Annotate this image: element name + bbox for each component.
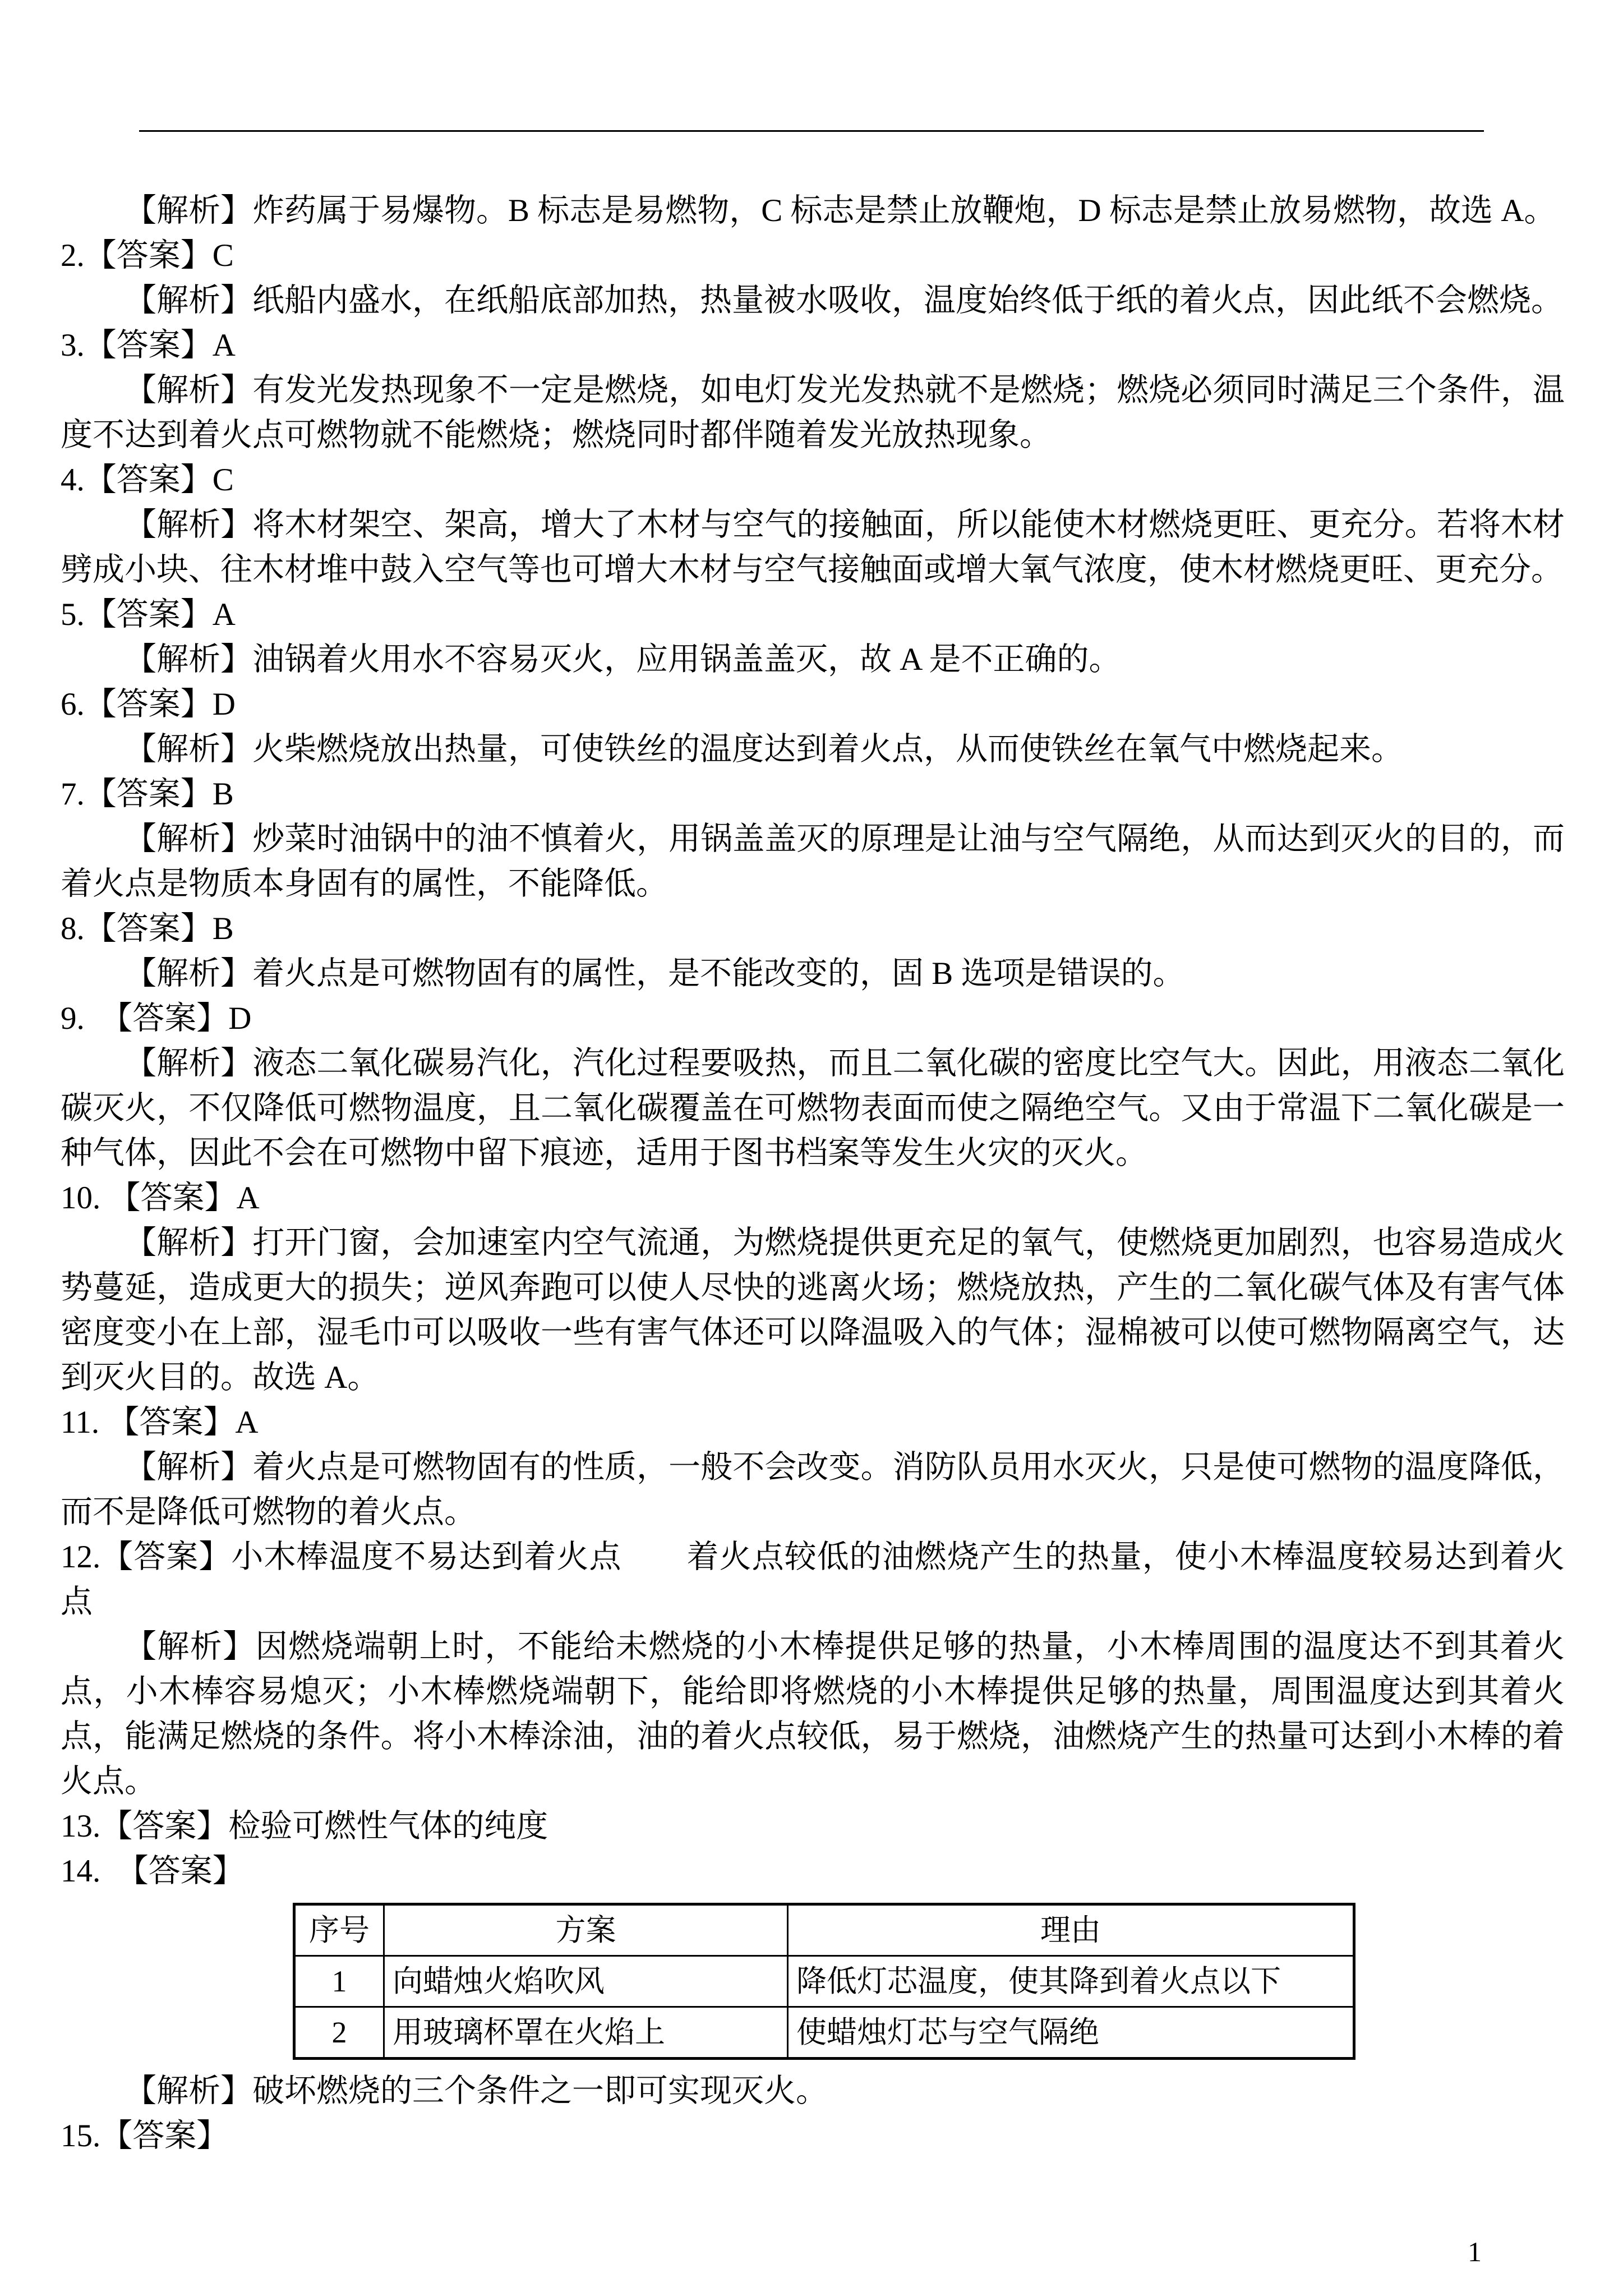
- analysis-paragraph-q8: 【解析】着火点是可燃物固有的属性，是不能改变的，固 B 选项是错误的。: [125, 956, 1185, 991]
- table-header-row: [294, 1904, 1354, 1956]
- table-cell-reason: 降低灯芯温度，使其降到着火点以下: [788, 1956, 1354, 2007]
- answer-line-q3: 3.【答案】A: [61, 328, 236, 363]
- analysis-paragraph-q5: 【解析】油锅着火用水不容易灭火，应用锅盖盖灭，故 A 是不正确的。: [125, 642, 1121, 677]
- analysis-paragraph-q12: 【解析】因燃烧端朝上时，不能给未燃烧的小木棒提供足够的热量，小木棒周围的温度达不到其着火点，小木棒容易熄灭；小木棒燃烧端朝下，能给即将燃烧的小木棒提供足够的热量，周围温度达到其着火点，能满足燃烧的条件。将小木棒涂油，油的着火点较低，易于燃烧，油燃烧产生的热量可达到小木棒的着火点。: [61, 1629, 1565, 1799]
- table-row: [294, 2007, 1354, 2059]
- answer-line-q12: 12.【答案】小木棒温度不易达到着火点 着火点较低的油燃烧产生的热量，使小木棒温度较易达到着火点: [61, 1539, 1565, 1619]
- analysis-paragraph-q1: 【解析】炸药属于易爆物。B 标志是易燃物，C 标志是禁止放鞭炮，D 标志是禁止放易燃物，故选 A。: [125, 193, 1556, 228]
- answer-line-q2: 2.【答案】C: [61, 238, 234, 273]
- table-cell-index: 1: [294, 1956, 384, 2007]
- answer-line-q9: 9. 【答案】D: [61, 1001, 252, 1036]
- table-header-index: 序号: [294, 1904, 384, 1956]
- answer-line-q13: 13.【答案】检验可燃性气体的纯度: [61, 1809, 548, 1844]
- answer-line-q14: 14. 【答案】: [61, 1853, 245, 1889]
- answer-line-q7: 7.【答案】B: [61, 776, 234, 812]
- analysis-paragraph-q14: 【解析】破坏燃烧的三个条件之一即可实现灭火。: [125, 2073, 828, 2109]
- analysis-paragraph-q4: 【解析】将木材架空、架高，增大了木材与空气的接触面，所以能使木材燃烧更旺、更充分。若将木材劈成小块、往木材堆中鼓入空气等也可增大木材与空气接触面或增大氧气浓度，使木材燃烧更旺、更充分。: [61, 507, 1565, 587]
- page-number: 1: [1468, 2236, 1482, 2267]
- table-header-reason: 理由: [788, 1904, 1354, 1956]
- table-header-plan: 方案: [384, 1904, 788, 1956]
- table-cell-index: 2: [294, 2007, 384, 2059]
- table-cell-plan: 向蜡烛火焰吹风: [384, 1956, 788, 2007]
- analysis-paragraph-q9: 【解析】液态二氧化碳易汽化，汽化过程要吸热，而且二氧化碳的密度比空气大。因此，用液态二氧化碳灭火，不仅降低可燃物温度，且二氧化碳覆盖在可燃物表面而使之隔绝空气。又由于常温下二氧化碳是一种气体，因此不会在可燃物中留下痕迹，适用于图书档案等发生火灾的灭火。: [61, 1046, 1565, 1171]
- answer-line-q4: 4.【答案】C: [61, 462, 234, 498]
- analysis-paragraph-q3: 【解析】有发光发热现象不一定是燃烧，如电灯发光发热就不是燃烧；燃烧必须同时满足三个条件，温度不达到着火点可燃物就不能燃烧；燃烧同时都伴随着发光放热现象。: [61, 372, 1565, 453]
- answer-line-q8: 8.【答案】B: [61, 911, 234, 946]
- table-row: [294, 1956, 1354, 2007]
- answers-table-q14: [293, 1903, 1355, 2060]
- table-cell-plan: 用玻璃杯罩在火焰上: [384, 2007, 788, 2059]
- answer-key-content: [61, 188, 1565, 2159]
- answer-line-q11: 11. 【答案】A: [61, 1405, 259, 1440]
- analysis-paragraph-q10: 【解析】打开门窗，会加速室内空气流通，为燃烧提供更充足的氧气，使燃烧更加剧烈，也容易造成火势蔓延，造成更大的损失；逆风奔跑可以使人尽快的逃离火场；燃烧放热，产生的二氧化碳气体及有害气体密度变小在上部，湿毛巾可以吸收一些有害气体还可以降温吸入的气体；湿棉被可以使可燃物隔离空气，达到灭火目的。故选 A。: [61, 1225, 1565, 1395]
- analysis-paragraph-q2: 【解析】纸船内盛水，在纸船底部加热，热量被水吸收，温度始终低于纸的着火点，因此纸不会燃烧。: [125, 283, 1563, 318]
- header-rule: [139, 130, 1484, 132]
- table-cell-reason: 使蜡烛灯芯与空气隔绝: [788, 2007, 1354, 2059]
- analysis-paragraph-q11: 【解析】着火点是可燃物固有的性质，一般不会改变。消防队员用水灭火，只是使可燃物的温度降低，而不是降低可燃物的着火点。: [61, 1450, 1565, 1530]
- answer-line-q10: 10. 【答案】A: [61, 1180, 260, 1216]
- answer-line-q6: 6.【答案】D: [61, 687, 236, 722]
- answer-line-q15: 15.【答案】: [61, 2118, 229, 2154]
- analysis-paragraph-q6: 【解析】火柴燃烧放出热量，可使铁丝的温度达到着火点，从而使铁丝在氧气中燃烧起来。: [125, 731, 1403, 767]
- answer-line-q5: 5.【答案】A: [61, 597, 236, 632]
- analysis-paragraph-q7: 【解析】炒菜时油锅中的油不慎着火，用锅盖盖灭的原理是让油与空气隔绝，从而达到灭火的目的，而着火点是物质本身固有的属性，不能降低。: [61, 821, 1565, 901]
